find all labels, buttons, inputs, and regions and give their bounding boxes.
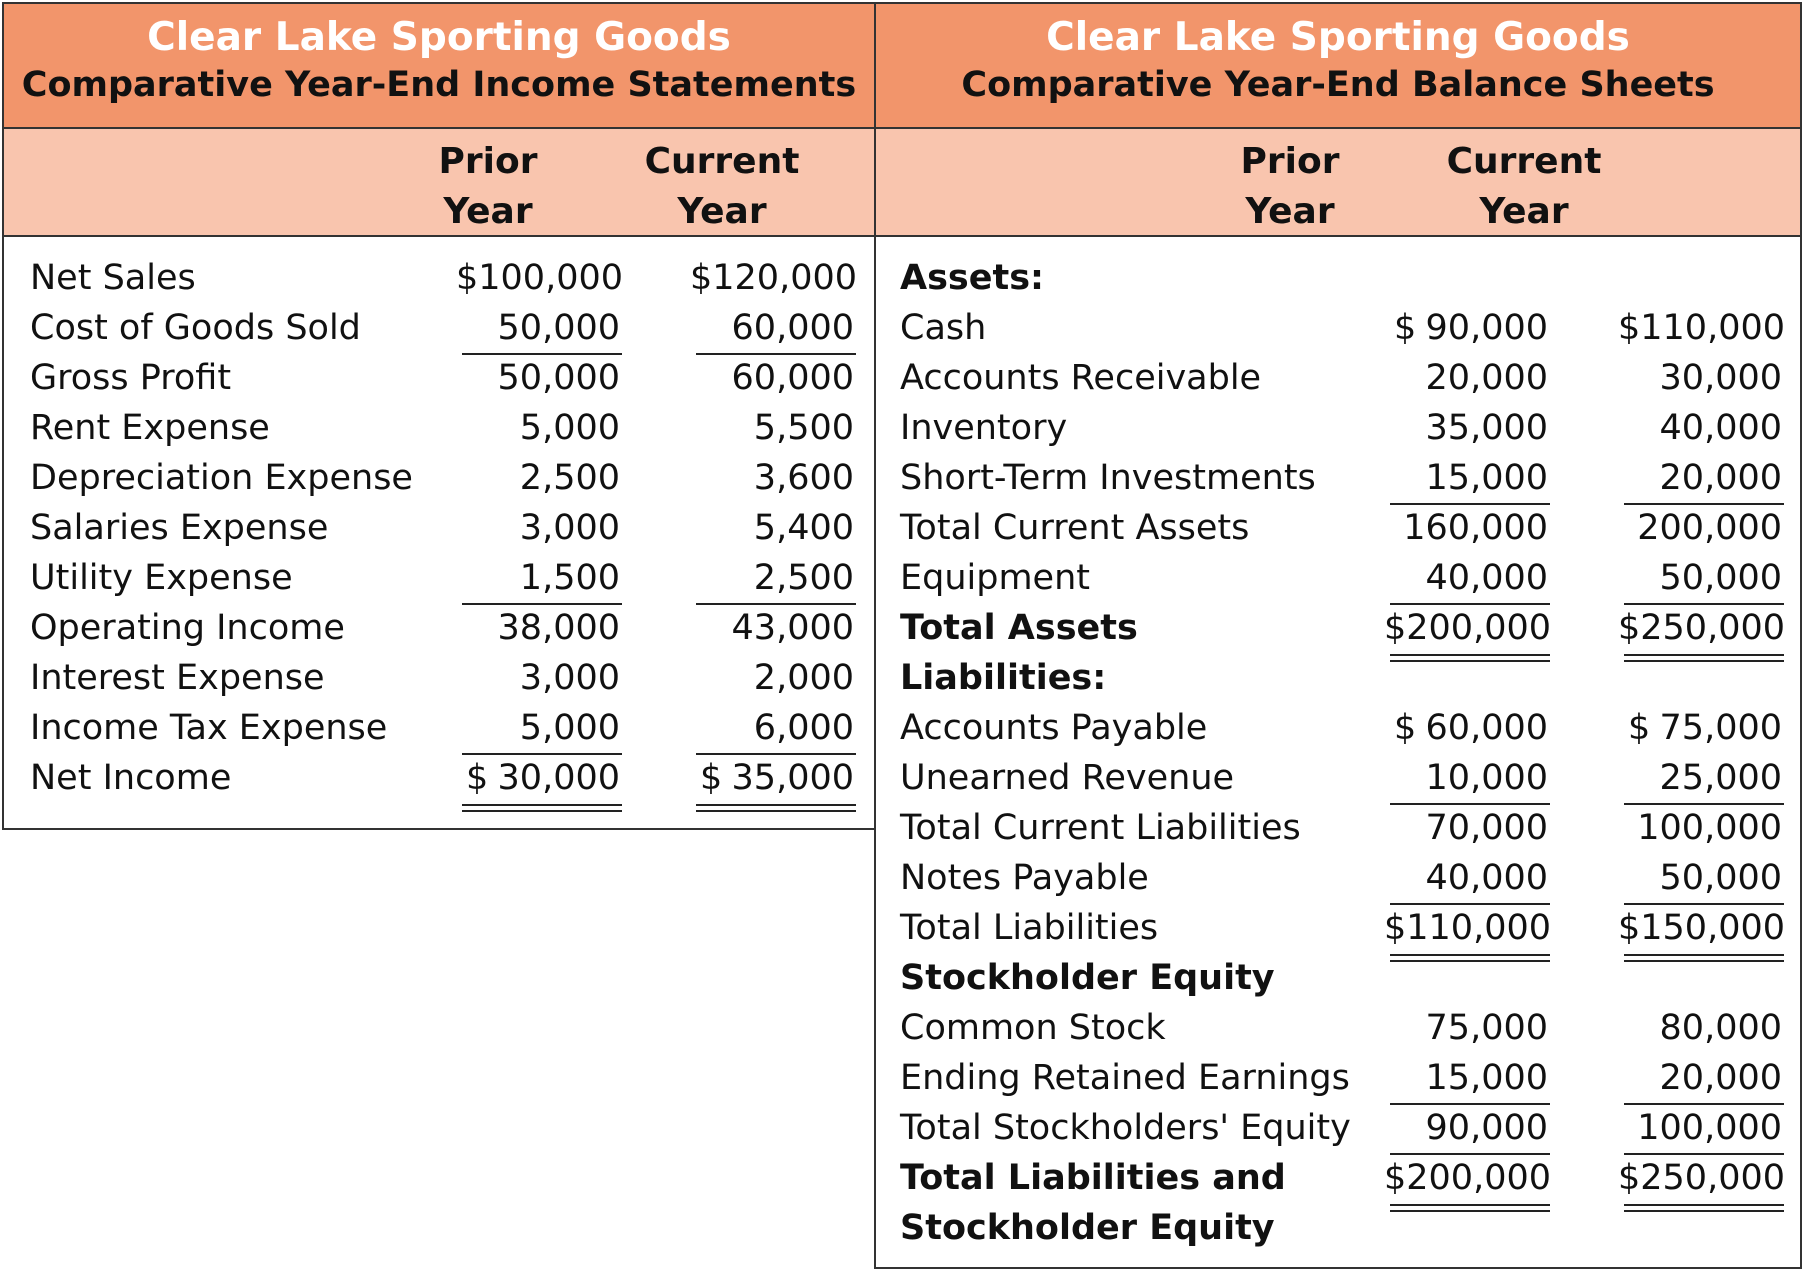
income-current-currency-symbol: $ xyxy=(700,758,723,798)
income-prior-value xyxy=(456,403,620,453)
income-row-label: Income Tax Expense xyxy=(30,708,388,748)
balance-prior-amount: $200,000 xyxy=(1384,1158,1552,1198)
balance-current-amount: 20,000 xyxy=(1659,1058,1782,1098)
income-current-value xyxy=(690,303,854,353)
income-prior-amount: 5,000 xyxy=(519,708,620,748)
balance-prior-amount: 90,000 xyxy=(1425,1108,1548,1148)
balance-row-label: Assets: xyxy=(900,258,1045,298)
balance-prior-total-rule xyxy=(1390,803,1550,805)
income-current-double-rule xyxy=(696,804,856,812)
income-current-value xyxy=(690,603,854,653)
income-statement-title: Comparative Year-End Income Statements xyxy=(21,65,857,105)
balance-prior-amount: 90,000 xyxy=(1425,308,1548,348)
balance-current-header-line2: Year xyxy=(1479,191,1569,232)
balance-current-amount: 80,000 xyxy=(1659,1008,1782,1048)
balance-title-band xyxy=(876,4,1800,129)
balance-current-value xyxy=(1618,1003,1782,1053)
balance-prior-year-header xyxy=(1180,137,1400,237)
balance-current-value xyxy=(1618,403,1782,453)
income-row-label: Operating Income xyxy=(30,608,345,648)
balance-current-value xyxy=(1618,453,1782,503)
balance-prior-amount: 35,000 xyxy=(1425,408,1548,448)
balance-current-double-rule xyxy=(1624,1204,1784,1212)
balance-current-value xyxy=(1618,753,1782,803)
income-prior-value xyxy=(456,503,620,553)
balance-prior-value xyxy=(1384,553,1548,603)
income-row-label: Gross Profit xyxy=(30,358,232,398)
balance-row-label: Total Current Liabilities xyxy=(900,808,1301,848)
income-row-label: Net Income xyxy=(30,758,232,798)
balance-current-total-rule xyxy=(1624,903,1784,905)
balance-current-amount: $250,000 xyxy=(1618,608,1786,648)
income-column-header-band xyxy=(4,129,874,237)
income-current-value xyxy=(690,703,854,753)
balance-current-value xyxy=(1618,1153,1786,1203)
balance-current-amount: 75,000 xyxy=(1659,708,1782,748)
income-row-label: Interest Expense xyxy=(30,658,325,698)
balance-prior-amount: $200,000 xyxy=(1384,608,1552,648)
income-current-value xyxy=(690,753,854,803)
balance-prior-amount: 20,000 xyxy=(1425,358,1548,398)
balance-prior-value xyxy=(1384,903,1552,953)
income-prior-amount: 2,500 xyxy=(519,458,620,498)
balance-prior-value xyxy=(1384,353,1548,403)
balance-current-amount: 20,000 xyxy=(1659,458,1782,498)
balance-prior-value xyxy=(1384,803,1548,853)
income-prior-amount: 5,000 xyxy=(519,408,620,448)
balance-row-label: Liabilities: xyxy=(900,658,1107,698)
balance-row-label: Unearned Revenue xyxy=(900,758,1235,798)
balance-prior-amount: 160,000 xyxy=(1403,508,1548,548)
balance-current-value xyxy=(1618,703,1782,753)
balance-row-label: Inventory xyxy=(900,408,1068,448)
income-current-value xyxy=(690,453,854,503)
income-prior-total-rule xyxy=(462,353,622,355)
balance-prior-total-rule xyxy=(1390,903,1550,905)
income-company-name: Clear Lake Sporting Goods xyxy=(147,15,731,60)
income-statement-panel xyxy=(2,2,876,830)
balance-row-label: Stockholder Equity xyxy=(900,1208,1275,1248)
balance-prior-amount: 70,000 xyxy=(1425,808,1548,848)
balance-prior-value xyxy=(1384,1103,1548,1153)
income-prior-value xyxy=(456,353,620,403)
balance-prior-total-rule xyxy=(1390,1153,1550,1155)
balance-current-amount: 100,000 xyxy=(1637,808,1782,848)
balance-row-label: Notes Payable xyxy=(900,858,1149,898)
balance-prior-amount: 60,000 xyxy=(1425,708,1548,748)
balance-current-value xyxy=(1618,853,1782,903)
income-current-amount: 35,000 xyxy=(731,758,854,798)
income-current-amount: 3,600 xyxy=(753,458,854,498)
income-current-value xyxy=(690,353,854,403)
balance-current-amount: $150,000 xyxy=(1618,908,1786,948)
income-prior-header-line2: Year xyxy=(443,191,533,232)
balance-prior-value xyxy=(1384,753,1548,803)
income-current-amount: $120,000 xyxy=(690,258,858,298)
balance-prior-amount: 75,000 xyxy=(1425,1008,1548,1048)
income-prior-amount: 50,000 xyxy=(497,358,620,398)
balance-prior-value xyxy=(1384,453,1548,503)
balance-prior-amount: $110,000 xyxy=(1384,908,1552,948)
balance-row-label: Total Current Assets xyxy=(900,508,1250,548)
balance-prior-amount: 15,000 xyxy=(1425,458,1548,498)
income-prior-amount: 3,000 xyxy=(519,508,620,548)
balance-current-value xyxy=(1618,303,1786,353)
balance-row-label: Total Liabilities and xyxy=(900,1158,1286,1198)
income-prior-amount: 38,000 xyxy=(497,608,620,648)
income-prior-total-rule xyxy=(462,603,622,605)
balance-current-year-header xyxy=(1414,137,1634,237)
income-prior-value xyxy=(456,703,620,753)
balance-current-value xyxy=(1618,503,1782,553)
income-prior-amount: 50,000 xyxy=(497,308,620,348)
balance-current-total-rule xyxy=(1624,1153,1784,1155)
balance-current-value xyxy=(1618,553,1782,603)
balance-prior-value xyxy=(1384,703,1548,753)
balance-current-double-rule xyxy=(1624,954,1784,962)
income-current-year-header xyxy=(612,137,832,237)
balance-prior-value xyxy=(1384,603,1552,653)
balance-current-double-rule xyxy=(1624,654,1784,662)
balance-prior-amount: 40,000 xyxy=(1425,558,1548,598)
balance-current-amount: 40,000 xyxy=(1659,408,1782,448)
balance-row-label: Equipment xyxy=(900,558,1090,598)
balance-row-label: Total Liabilities xyxy=(900,908,1159,948)
income-current-amount: 2,500 xyxy=(753,558,854,598)
balance-row-label: Ending Retained Earnings xyxy=(900,1058,1350,1098)
balance-current-value xyxy=(1618,1103,1782,1153)
balance-prior-amount: 10,000 xyxy=(1425,758,1548,798)
balance-prior-currency-symbol: $ xyxy=(1394,308,1417,348)
balance-prior-value xyxy=(1384,403,1548,453)
income-prior-double-rule xyxy=(462,804,622,812)
income-row-label: Utility Expense xyxy=(30,558,293,598)
balance-prior-amount: 40,000 xyxy=(1425,858,1548,898)
balance-company-name: Clear Lake Sporting Goods xyxy=(1046,15,1630,60)
balance-current-amount: $110,000 xyxy=(1618,308,1786,348)
income-current-header-line1: Current xyxy=(644,141,800,182)
balance-row-label: Total Stockholders' Equity xyxy=(900,1108,1351,1148)
income-prior-amount: 30,000 xyxy=(497,758,620,798)
income-prior-header-line1: Prior xyxy=(438,141,538,182)
income-current-value xyxy=(690,503,854,553)
balance-sheet-title: Comparative Year-End Balance Sheets xyxy=(961,65,1715,105)
balance-row-label: Accounts Payable xyxy=(900,708,1208,748)
income-current-total-rule xyxy=(696,603,856,605)
balance-current-total-rule xyxy=(1624,1103,1784,1105)
income-current-value xyxy=(690,403,854,453)
income-prior-amount: $100,000 xyxy=(456,258,624,298)
income-current-amount: 5,500 xyxy=(753,408,854,448)
income-current-value xyxy=(690,653,854,703)
balance-current-currency-symbol: $ xyxy=(1628,708,1651,748)
income-current-value xyxy=(690,553,854,603)
balance-current-amount: 25,000 xyxy=(1659,758,1782,798)
income-row-label: Rent Expense xyxy=(30,408,270,448)
income-current-amount: 5,400 xyxy=(753,508,854,548)
income-prior-total-rule xyxy=(462,753,622,755)
balance-current-amount: 50,000 xyxy=(1659,858,1782,898)
balance-prior-value xyxy=(1384,303,1548,353)
balance-current-header-line1: Current xyxy=(1446,141,1602,182)
income-row-label: Cost of Goods Sold xyxy=(30,308,361,348)
balance-prior-total-rule xyxy=(1390,503,1550,505)
income-prior-value xyxy=(456,753,620,803)
balance-row-label: Accounts Receivable xyxy=(900,358,1262,398)
balance-prior-double-rule xyxy=(1390,654,1550,662)
balance-current-total-rule xyxy=(1624,603,1784,605)
balance-prior-value xyxy=(1384,1003,1548,1053)
income-prior-year-header xyxy=(378,137,598,237)
balance-current-value xyxy=(1618,1053,1782,1103)
balance-prior-double-rule xyxy=(1390,954,1550,962)
balance-row-label: Common Stock xyxy=(900,1008,1166,1048)
income-row-label: Depreciation Expense xyxy=(30,458,413,498)
income-current-amount: 60,000 xyxy=(731,308,854,348)
income-current-amount: 60,000 xyxy=(731,358,854,398)
balance-current-value xyxy=(1618,903,1786,953)
balance-current-amount: 30,000 xyxy=(1659,358,1782,398)
balance-prior-double-rule xyxy=(1390,1204,1550,1212)
balance-row-label: Stockholder Equity xyxy=(900,958,1275,998)
income-row-label: Net Sales xyxy=(30,258,196,298)
income-prior-value xyxy=(456,653,620,703)
income-prior-value xyxy=(456,303,620,353)
balance-current-amount: 50,000 xyxy=(1659,558,1782,598)
balance-current-total-rule xyxy=(1624,803,1784,805)
income-current-header-line2: Year xyxy=(677,191,767,232)
balance-prior-value xyxy=(1384,503,1548,553)
income-prior-value xyxy=(456,553,620,603)
income-current-amount: 2,000 xyxy=(753,658,854,698)
balance-current-value xyxy=(1618,353,1782,403)
balance-current-total-rule xyxy=(1624,503,1784,505)
balance-prior-value xyxy=(1384,1153,1552,1203)
income-title-band xyxy=(4,4,874,129)
balance-prior-header-line1: Prior xyxy=(1240,141,1340,182)
income-current-value xyxy=(690,253,858,303)
balance-sheet-panel xyxy=(874,2,1802,1269)
balance-prior-value xyxy=(1384,853,1548,903)
balance-prior-total-rule xyxy=(1390,1103,1550,1105)
balance-prior-total-rule xyxy=(1390,603,1550,605)
income-current-total-rule xyxy=(696,753,856,755)
balance-prior-amount: 15,000 xyxy=(1425,1058,1548,1098)
balance-row-label: Total Assets xyxy=(900,608,1138,648)
balance-prior-value xyxy=(1384,1053,1548,1103)
income-row-label: Salaries Expense xyxy=(30,508,329,548)
balance-current-value xyxy=(1618,803,1782,853)
balance-current-amount: 100,000 xyxy=(1637,1108,1782,1148)
income-prior-value xyxy=(456,253,624,303)
balance-prior-header-line2: Year xyxy=(1245,191,1335,232)
income-prior-currency-symbol: $ xyxy=(466,758,489,798)
income-prior-value xyxy=(456,453,620,503)
income-prior-value xyxy=(456,603,620,653)
balance-current-value xyxy=(1618,603,1786,653)
income-current-amount: 6,000 xyxy=(753,708,854,748)
income-prior-amount: 1,500 xyxy=(519,558,620,598)
income-current-total-rule xyxy=(696,353,856,355)
balance-current-amount: 200,000 xyxy=(1637,508,1782,548)
income-prior-amount: 3,000 xyxy=(519,658,620,698)
balance-row-label: Short-Term Investments xyxy=(900,458,1316,498)
balance-current-amount: $250,000 xyxy=(1618,1158,1786,1198)
income-current-amount: 43,000 xyxy=(731,608,854,648)
balance-prior-currency-symbol: $ xyxy=(1394,708,1417,748)
balance-column-header-band xyxy=(876,129,1800,237)
balance-row-label: Cash xyxy=(900,308,987,348)
